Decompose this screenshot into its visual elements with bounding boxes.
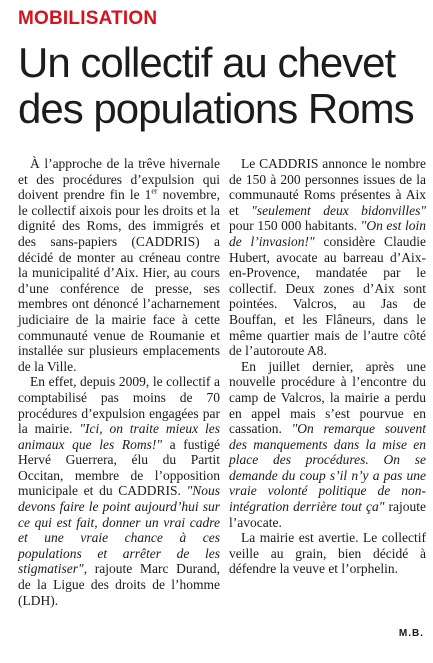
author-signature: M.B. (398, 628, 424, 639)
headline-line-1: Un collectif au chevet (18, 39, 396, 86)
headline-line-2: des populations Roms (18, 85, 414, 132)
article-column-left (18, 156, 220, 608)
paragraph: En effet, depuis 2009, le collectif a comptabilisé pas moins de 70 procédures d’expulsion engagées par la mairie. "Ici, on traite mieux les animaux que les Roms!" a fustigé Hervé Guerrera, élu du Partit Occitan, membre de l’opposition municipale et du CADDRIS. "Nous devons faire le point aujourd’hui sur ce qui est fait, donner un vrai cadre et une vraie chance à ces populations et arrêter de les stigmatiser", rajoute Marc Durand, de la Ligue des droits de l’homme (LDH). (18, 374, 220, 608)
paragraph: Le CADDRIS annonce le nombre de 150 à 200 personnes issues de la communauté Roms présentes à Aix et "seulement deux bidonvilles" pour 150 000 habitants. "On est loin de l’invasion!" considère Claudie Hubert, avocate au barreau d’Aix-en-Provence, mandatée par le collectif. Deux zones d’Aix sont pointées. Valcros, au Jas de Bouffan, et les Flâneurs, dans le même quartier mais de l’autre côté de l’autoroute A8. (229, 156, 427, 359)
quote: "seulement deux bidonvilles" (251, 202, 427, 218)
rubric-label: MOBILISATION (18, 8, 158, 29)
paragraph: En juillet dernier, après une nouvelle procédure à l’encontre du camp de Valcros, la mairie a perdu en appel mais s’est pourvue en cassation. "On remarque souvent des manquements dans la mise en place des procédures. On se demande du coup s’il n’y a pas une vraie volonté politique de non-intégration derrière tout ça" rajoute l’avocate. (229, 358, 426, 530)
quote: "Ici, on traite mieux les animaux que les Roms!" (18, 421, 220, 452)
article-column-right (229, 156, 426, 577)
quote: "Nous devons faire le point aujourd’hui sur ce qui est fait, donner un vrai cadre et une vraie chance à ces populations et arrêter de les stigmatiser" (18, 483, 220, 577)
paragraph: À l’approche de la trêve hivernale et des procédures d’expulsion qui doivent prendre fin le 1er novembre, le collectif aixois pour les droits et la dignité des Roms, des immigrés et des sans-papiers (CADDRIS) a décidé de monter au créneau contre la municipalité d’Aix. Hier, au cours d’une conférence de presse, ses membres ont dénoncé l’acharnement judiciaire de la mairie face à cette communauté venue de Roumanie et installée sur plusieurs emplacements de la Ville. (18, 156, 220, 374)
quote: "On est loin de l’invasion!" (229, 218, 426, 249)
headline (18, 40, 428, 132)
paragraph: La mairie est avertie. Le collectif veille au grain, bien décidé à défendre la veuve et l’orphelin. (229, 530, 426, 577)
quote: "On remarque souvent des manquements dans la mise en place des procédures. On se demande du coup s’il n’y a pas une vraie volonté politique de non-intégration derrière tout ça" (229, 421, 426, 515)
